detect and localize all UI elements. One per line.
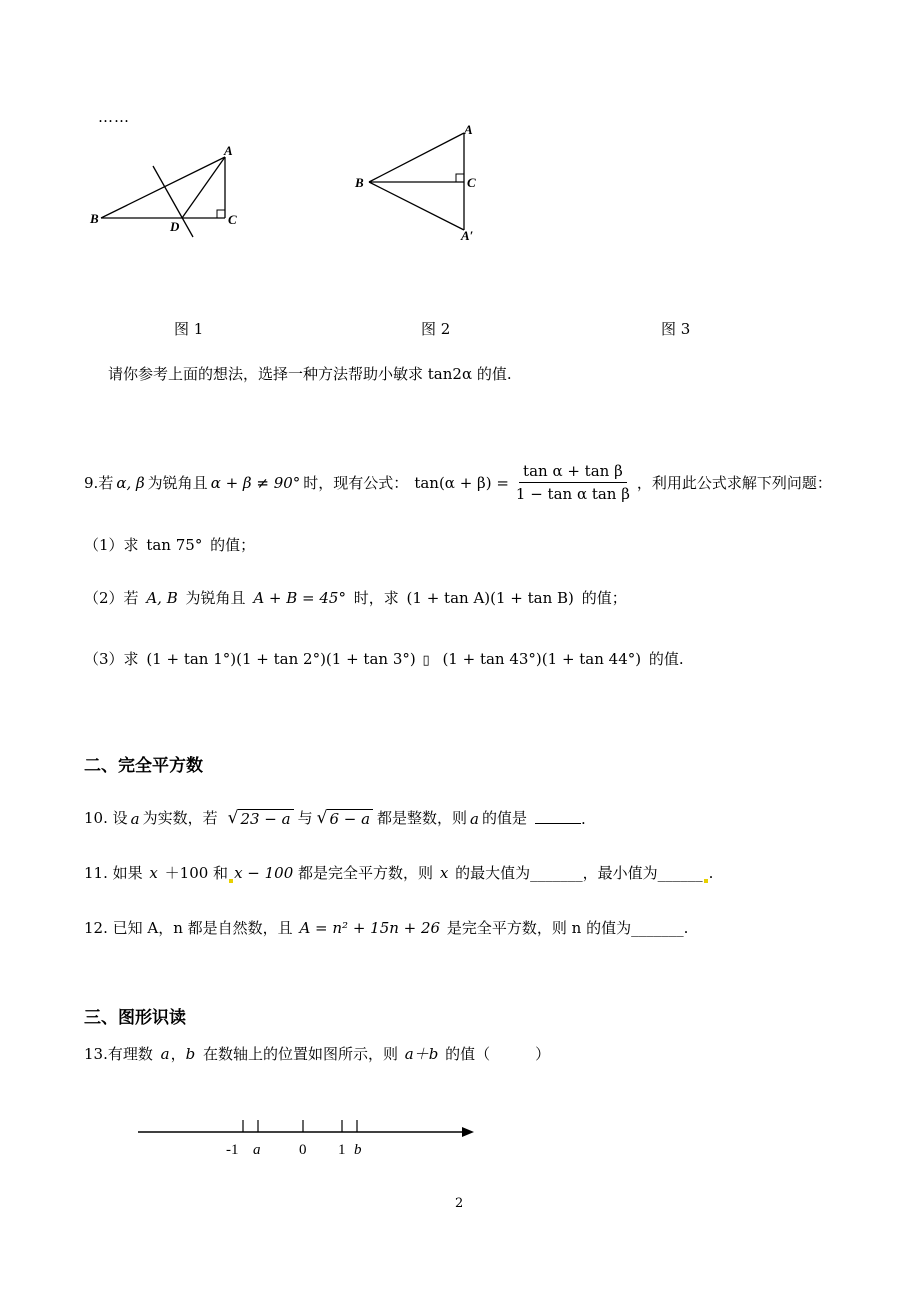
q9-part-1 [84,534,255,555]
q9-vars: α, β [116,473,145,492]
q9-p1-tail: 的值； [210,536,256,554]
label-1: 1 [338,1142,346,1158]
fig2-label-c: C [467,175,476,190]
q9-denominator: 1 − tan α tan β [515,485,630,503]
q9-p2-label: （2）若 [84,589,139,607]
fig-label-1: 图 1 [174,320,204,338]
q9-p3-label: （3）求 [84,650,139,668]
q13-comma: ， [170,1045,186,1063]
q13-expr: a＋b [404,1045,439,1063]
question-13 [84,1043,550,1064]
q9-p3-expr: (1 + tan 1°)(1 + tan 2°)(1 + tan 3°) [146,650,416,668]
q9-formula-lhs: tan(α + β) = [414,473,509,492]
fig1-label-c: C [228,212,237,227]
q13-var-a: a [160,1045,170,1063]
q11-x2: x [439,864,449,882]
fig1-label-d: D [170,219,180,234]
label-a: a [253,1142,261,1158]
q11-text-a: 11. 如果 [84,864,143,882]
q9-part-3 [84,648,684,669]
question-11 [84,862,713,883]
q13-text-before: 13.有理数 [84,1045,153,1063]
fig-label-3: 图 3 [661,320,691,338]
q10-answer-blank [535,823,581,824]
page-number: 2 [455,1196,464,1211]
q10-var-a: a [130,810,140,828]
section-2-title: 二、完全平方数 [84,756,203,776]
fig2-line-ba2 [369,182,464,230]
ellipsis: …… [98,108,130,126]
q11-x1: x [149,864,158,882]
q9-part-2 [84,587,627,608]
q9-formula-fraction [512,462,634,503]
q11-expr: x − 100 [234,864,294,882]
q10-radicand-2: 6 − a [327,809,373,828]
fig2-line-ba [369,133,464,182]
q12-expr: A = n² + 15n + 26 [299,919,441,937]
q10-text-f: . [581,810,586,828]
q9-p2-vars: A, B [146,589,178,607]
q10-radicand-1: 23 − a [238,809,293,828]
fig1-label-a: A [224,143,233,158]
fig2-right-angle [456,174,464,182]
q10-text-b: 为实数，若 [142,809,218,827]
q9-p2-cond: A + B = 45° [253,589,346,607]
number-line [130,1108,490,1168]
sqrt-symbol-2: √ [316,808,328,828]
q9-p3-tail: 的值. [648,650,684,668]
q11-text-d: 的最大值为_______，最小值为______ [455,864,703,882]
section-3-title: 三、图形识读 [84,1008,186,1028]
label-b: b [354,1142,362,1158]
fig2-label-b: B [355,175,364,190]
q9-p2-mid: 为锐角且 [185,589,246,607]
q10-var-a2: a [470,810,479,828]
fig2-label-a: A [464,122,473,137]
q9-text-3: 时，现有公式： [303,474,409,492]
q11-text-b: ＋100 和 [164,864,229,882]
question-12 [84,917,688,938]
question-10 [84,807,586,828]
fig2-label-a-prime: A′ [461,228,474,243]
q9-text-4: ，利用此公式求解下列问题： [636,474,832,492]
label-minus-1: -1 [226,1142,239,1158]
q9-p2-expr: (1 + tan A)(1 + tan B) [406,589,574,607]
q9-p2-mid2: 时，求 [353,589,399,607]
highlight-mark [704,879,708,883]
q9-number: 9. [84,473,99,492]
highlight-mark [229,879,233,883]
q10-text-e: 的值是 [482,809,528,827]
q12-text-a: 12. 已知 A，n 都是自然数，且 [84,919,293,937]
q10-text-a: 10. 设 [84,809,128,827]
sqrt-symbol-1: √ [227,808,239,828]
fig-label-2: 图 2 [421,320,451,338]
q12-text-b: 是完全平方数，则 n 的值为_______. [446,919,689,937]
question-9 [84,462,832,503]
fig1-line-ad [182,157,225,218]
q13-var-b: b [185,1045,196,1063]
label-0: 0 [299,1142,307,1158]
fig1-line-ba [101,157,225,218]
q13-tail: 的值（ ） [445,1045,551,1063]
prompt-line: 请你参考上面的想法，选择一种方法帮助小敏求 tan2α 的值. [108,365,512,383]
q9-p1-expr: tan 75° [146,536,203,554]
q10-text-d: 都是整数，则 [377,809,468,827]
q10-text-c: 与 [297,809,313,827]
q9-text-1: 若 [98,474,114,492]
q11-text-e: . [708,864,714,882]
number-line-arrow [462,1127,474,1137]
q9-condition: α + β ≠ 90° [210,473,301,492]
q9-text-2: 为锐角且 [147,474,208,492]
q9-p1-label: （1）求 [84,536,139,554]
q9-p2-tail: 的值； [581,589,627,607]
q11-text-c: 都是完全平方数，则 [298,864,434,882]
figure-2 [350,120,500,245]
q9-numerator: tan α + tan β [519,462,627,483]
q9-p3-box: ▯ [422,653,430,668]
q9-p3-expr2: (1 + tan 43°)(1 + tan 44°) [442,650,642,668]
q13-text-mid: 在数轴上的位置如图所示，则 [203,1045,399,1063]
fig1-right-angle [217,210,225,218]
fig1-label-b: B [90,211,99,226]
figure-1 [80,138,250,243]
